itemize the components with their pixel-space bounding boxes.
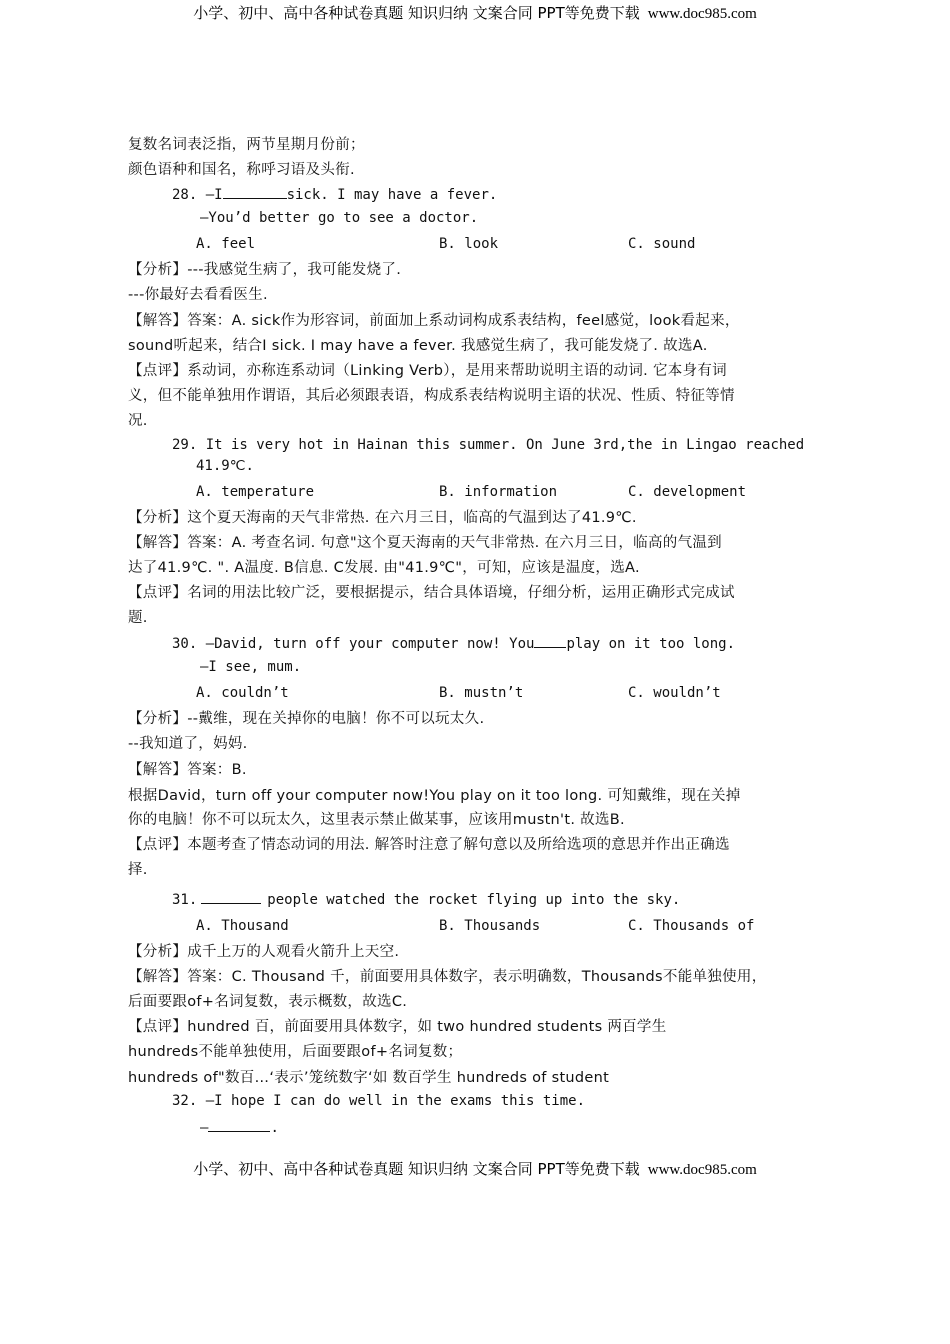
q31-answer-1: 【解答】答案：C. Thousand 千，前面要用具体数字，表示明确数，Thousands不能单独使用，	[128, 969, 767, 985]
q28-stem-b: sick. I may have a fever.	[286, 187, 498, 203]
q28-comment-2: 义，但不能单独用作谓语，其后必须跟表语，构成系表结构说明主语的状况、性质、特征等情	[128, 388, 735, 404]
q29-analysis: 【分析】这个夏天海南的天气非常热. 在六月三日，临高的气温到达了41.9℃.	[128, 510, 637, 526]
q28-option-a: A. feel	[196, 236, 256, 252]
q30-explain-2: 你的电脑！你不可以玩太久，这里表示禁止做某事，应该用mustn't. 故选B.	[128, 812, 625, 828]
q29-comment-1: 【点评】名词的用法比较广泛，要根据提示，结合具体语境，仔细分析，运用正确形式完成试	[128, 585, 735, 601]
header-site: www.doc985.com	[647, 6, 757, 22]
q30-analysis-1: 【分析】--戴维，现在关掉你的电脑！你不可以玩太久.	[128, 711, 485, 727]
q28-reply: —You’d better go to see a doctor.	[200, 210, 479, 226]
question-31	[172, 889, 680, 909]
header-text: 小学、初中、高中各种试卷真题 知识归纳 文案合同 PPT等免费下载	[193, 4, 640, 22]
q31-analysis: 【分析】成千上万的人观看火箭升上天空.	[128, 944, 400, 960]
question-30	[172, 633, 735, 653]
q28-comment-1: 【点评】系动词，亦称连系动词（Linking Verb），是用来帮助说明主语的动词. 它本身有词	[128, 363, 727, 379]
q30-comment-1: 【点评】本题考查了情态动词的用法. 解答时注意了解句意以及所给选项的意思并作出正确选	[128, 837, 730, 853]
q30-answer: 【解答】答案：B.	[128, 762, 247, 778]
q28-option-b: B. look	[439, 236, 499, 252]
q30-stem-a: 30. —David, turn off your computer now! You	[172, 636, 535, 652]
q28-analysis-1: 【分析】---我感觉生病了，我可能发烧了.	[128, 262, 402, 278]
q31-stem: people watched the rocket flying up into the sky.	[267, 892, 681, 908]
q30-comment-2: 择.	[128, 862, 148, 878]
q31-number: 31.	[172, 892, 198, 908]
q30-option-b: B. mustn’t	[439, 685, 524, 701]
q30-analysis-2: --我知道了，妈妈.	[128, 736, 248, 752]
question-32: 32. —I hope I can do well in the exams this time.	[172, 1093, 586, 1109]
page-footer	[0, 1158, 950, 1179]
q29-answer-2: 达了41.9℃. ". A温度. B信息. C发展. 由"41.9℃"，可知，应该是温度，选A.	[128, 560, 640, 576]
q30-reply: —I see, mum.	[200, 659, 302, 675]
q30-stem-b: play on it too long.	[566, 636, 736, 652]
q31-option-b: B. Thousands	[439, 918, 541, 934]
q28-stem-a: 28. —I	[172, 187, 223, 203]
rule-line-2: 颜色语种和国名，称呼习语及头衔.	[128, 162, 355, 178]
q30-option-a: A. couldn’t	[196, 685, 289, 701]
q29-option-b: B. information	[439, 484, 558, 500]
q29-answer-1: 【解答】答案：A. 考查名词. 句意"这个夏天海南的天气非常热. 在六月三日，临高的气温到	[128, 535, 722, 551]
answer-blank	[201, 889, 261, 904]
answer-blank	[534, 633, 566, 648]
question-29: 29. It is very hot in Hainan this summer. On June 3rd,the in Lingao reached	[172, 437, 805, 453]
q29-option-c: C. development	[628, 484, 747, 500]
page-header	[0, 2, 950, 23]
answer-blank	[223, 184, 287, 199]
q28-answer-2: sound听起来，结合I sick. I may have a fever. 我感觉生病了，我可能发烧了. 故选A.	[128, 338, 708, 354]
q31-option-c: C. Thousands of	[628, 918, 755, 934]
q29-option-a: A. temperature	[196, 484, 315, 500]
rule-line-1: 复数名词表泛指，两节星期月份前；	[128, 137, 365, 153]
q31-comment-1: 【点评】hundred 百，前面要用具体数字，如 two hundred students 两百学生	[128, 1019, 667, 1035]
q32-dash: —	[200, 1120, 209, 1136]
q32-period: .	[270, 1120, 279, 1136]
q28-analysis-2: ---你最好去看看医生.	[128, 287, 268, 303]
footer-text: 小学、初中、高中各种试卷真题 知识归纳 文案合同 PPT等免费下载	[193, 1160, 640, 1178]
q28-comment-3: 况.	[128, 413, 148, 429]
q31-comment-3: hundreds of"数百…‘表示’笼统数字‘如 数百学生 hundreds of student	[128, 1070, 610, 1086]
question-32-reply	[200, 1117, 279, 1137]
q28-option-c: C. sound	[628, 236, 696, 252]
question-28	[172, 184, 497, 204]
q30-explain-1: 根据David，turn off your computer now!You play on it too long. 可知戴维，现在关掉	[128, 788, 741, 804]
answer-blank	[208, 1117, 270, 1132]
q28-answer-1: 【解答】答案：A. sick作为形容词，前面加上系动词构成系表结构，feel感觉，look看起来，	[128, 313, 740, 329]
footer-site: www.doc985.com	[647, 1162, 757, 1178]
q31-comment-2: hundreds不能单独使用，后面要跟of+名词复数；	[128, 1044, 463, 1060]
question-29-cont: 41.9℃.	[196, 458, 254, 474]
q30-option-c: C. wouldn’t	[628, 685, 721, 701]
q29-comment-2: 题.	[128, 610, 148, 626]
q31-answer-2: 后面要跟of+名词复数，表示概数，故选C.	[128, 994, 408, 1010]
q31-option-a: A. Thousand	[196, 918, 289, 934]
